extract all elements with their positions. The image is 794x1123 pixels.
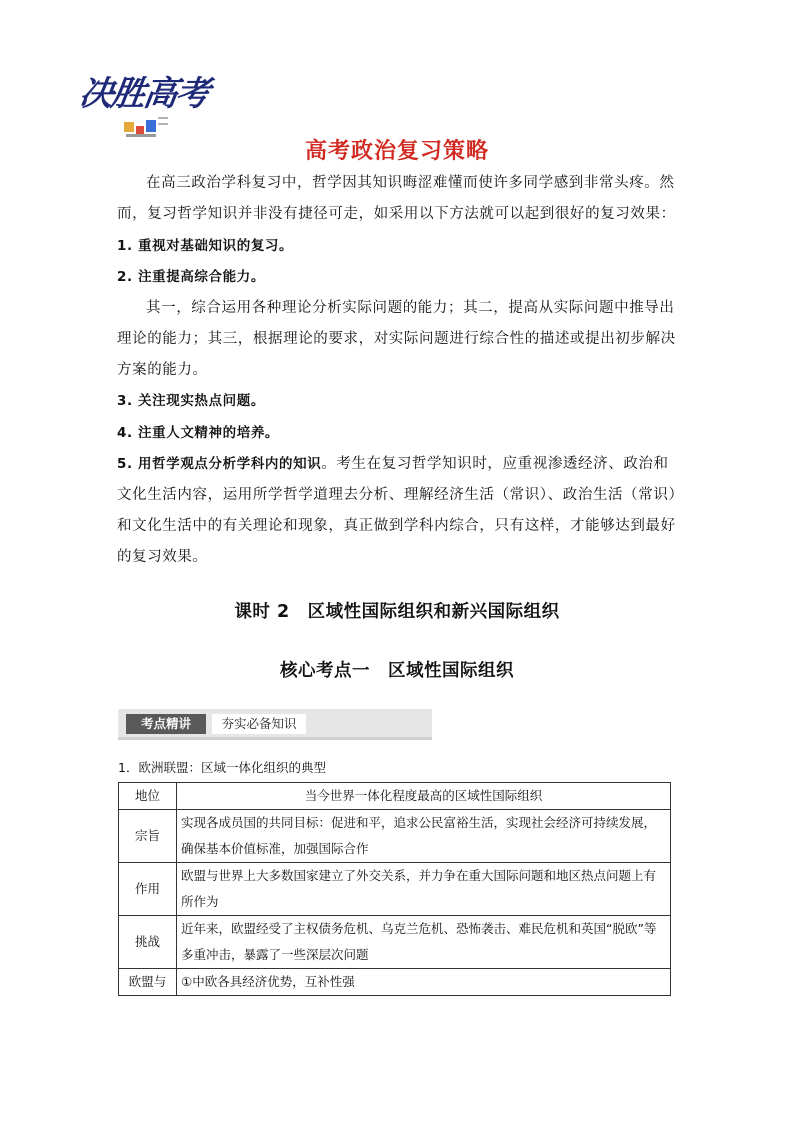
table-key: 欧盟与 [119,969,177,996]
table-value: 实现各成员国的共同目标：促进和平，追求公民富裕生活，实现社会经济可持续发展，确保基本价值标准，加强国际合作 [177,810,671,863]
table-key: 挑战 [119,916,177,969]
table-key: 作用 [119,863,177,916]
core-title: 核心考点一 区域性国际组织 [280,661,514,681]
table-row [119,969,671,996]
table-value: 欧盟与世界上大多数国家建立了外交关系，并力争在重大国际问题和地区热点问题上有所作为 [177,863,671,916]
point-1: 1. 重视对基础知识的复习。 [117,238,294,254]
point-2-detail: 其一，综合运用各种理论分析实际问题的能力；其二，提高从实际问题中推导出理论的能力；其三，根据理论的要求，对实际问题进行综合性的描述或提出初步解决方案的能力。 [117,300,676,378]
eu-table [118,782,671,996]
table-value: ①中欧各具经济优势，互补性强 [177,969,671,996]
table-row [119,916,671,969]
table-key: 地位 [119,783,177,810]
table-value: 当今世界一体化程度最高的区域性国际组织 [177,783,671,810]
section-heading: 1．欧洲联盟：区域一体化组织的典型 [118,760,326,775]
point-4: 4. 注重人文精神的培养。 [117,425,280,441]
logo-text: 决胜高考 [76,74,211,114]
page-title: 高考政治复习策略 [304,139,489,164]
banner-subtitle: 夯实必备知识 [212,714,306,734]
section-banner [118,709,432,740]
point-5-heading: 5. 用哲学观点分析学科内的知识 [117,456,322,472]
table-key: 宗旨 [119,810,177,863]
table-row [119,783,671,810]
point-3: 3. 关注现实热点问题。 [117,393,265,409]
lesson-title: 课时 2 区域性国际组织和新兴国际组织 [234,602,560,622]
banner-label: 考点精讲 [126,714,206,734]
table-row [119,810,671,863]
point-5 [117,449,679,573]
table-value: 近年来，欧盟经受了主权债务危机、乌克兰危机、恐怖袭击、难民危机和英国“脱欧”等多重冲击，暴露了一些深层次问题 [177,916,671,969]
table-row [119,863,671,916]
intro-paragraph: 在高三政治学科复习中，哲学因其知识晦涩难懂而使许多同学感到非常头疼。然而，复习哲学知识并非没有捷径可走，如采用以下方法就可以起到很好的复习效果： [117,175,676,222]
point-2: 2. 注重提高综合能力。 [117,269,265,285]
point-5-text: 。考生在复习哲学知识时，应重视渗透经济、政治和文化生活内容，运用所学哲学道理去分析、理解经济生活（常识）、政治生活（常识）和文化生活中的有关理论和现象，真正做到学科内综合，只有这样，才能够达到最好的复习效果。 [117,456,677,565]
